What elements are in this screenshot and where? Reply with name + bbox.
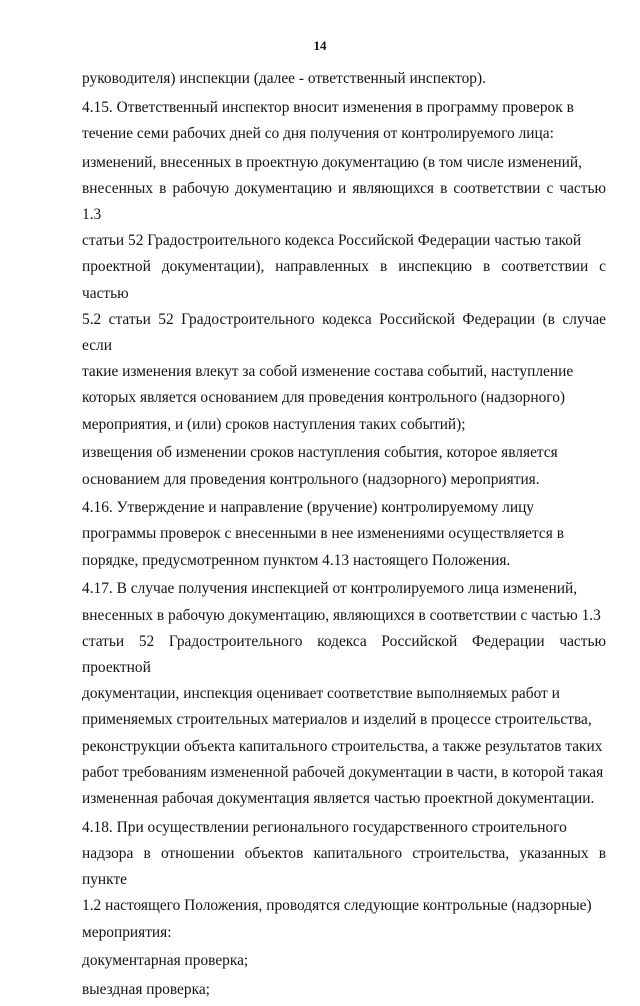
paragraph-4-18: 4.18. При осуществлении регионального государственного строительного надзора в отношении объектов капитального строительства, указанных в пункте 1.2 настоящего Положения, проводятся следующие контрольные (надзорные) мероприятия: [82,818,606,941]
paragraph-continuation: руководителя) инспекции (далее - ответственный инспектор). [82,70,486,87]
paragraph-notice-deadlines: извещения об изменении сроков наступления события, которое является основанием для проведения контрольного (надзорного) мероприятия. [82,444,558,488]
paragraph-4-15: 4.15. Ответственный инспектор вносит изменения в программу проверок в течение семи рабочих дней со дня получения от контролируемого лица: [82,98,574,142]
paragraph-4-16: 4.16. Утверждение и направление (вручение) контролируемому лицу программы проверок с внесенными в нее изменениями осуществляется в порядке, предусмотренном пунктом 4.13 настоящего Положения. [82,499,564,569]
document-body [82,66,606,1006]
paragraph-4-17: 4.17. В случае получения инспекцией от контролируемого лица изменений, внесенных в рабочую документацию, являющихся в соответствии с частью 1.3 статьи 52 Градостроительного кодекса Российской Федерации частью проектной документации, инспекция оценивает соответствие выполняемых работ и применяемых строительных материалов и изделий в процессе строительства, реконструкции объекта капитального строительства, а также результатов таких работ требованиям измененной рабочей документации в части, в которой такая измененная рабочая документация является частью проектной документации. [82,580,606,807]
list-item-field-check: выездная проверка; [82,980,210,998]
list-item-documentary-check: документарная проверка; [82,952,249,970]
paragraph-changes-project-docs: изменений, внесенных в проектную документацию (в том числе изменений, внесенных в рабочую документацию и являющихся в соответствии с частью 1.3 статьи 52 Градостроительного кодекса Российской Федерации частью такой проектной документации), направленных в инспекцию в соответствии с частью 5.2 статьи 52 Градостроительного кодекса Российской Федерации (в случае если такие изменения влекут за собой изменение состава событий, наступление которых является основанием для проведения контрольного (надзорного) мероприятия, и (или) сроков наступления таких событий); [82,153,606,433]
page-number: 14 [313,38,327,53]
